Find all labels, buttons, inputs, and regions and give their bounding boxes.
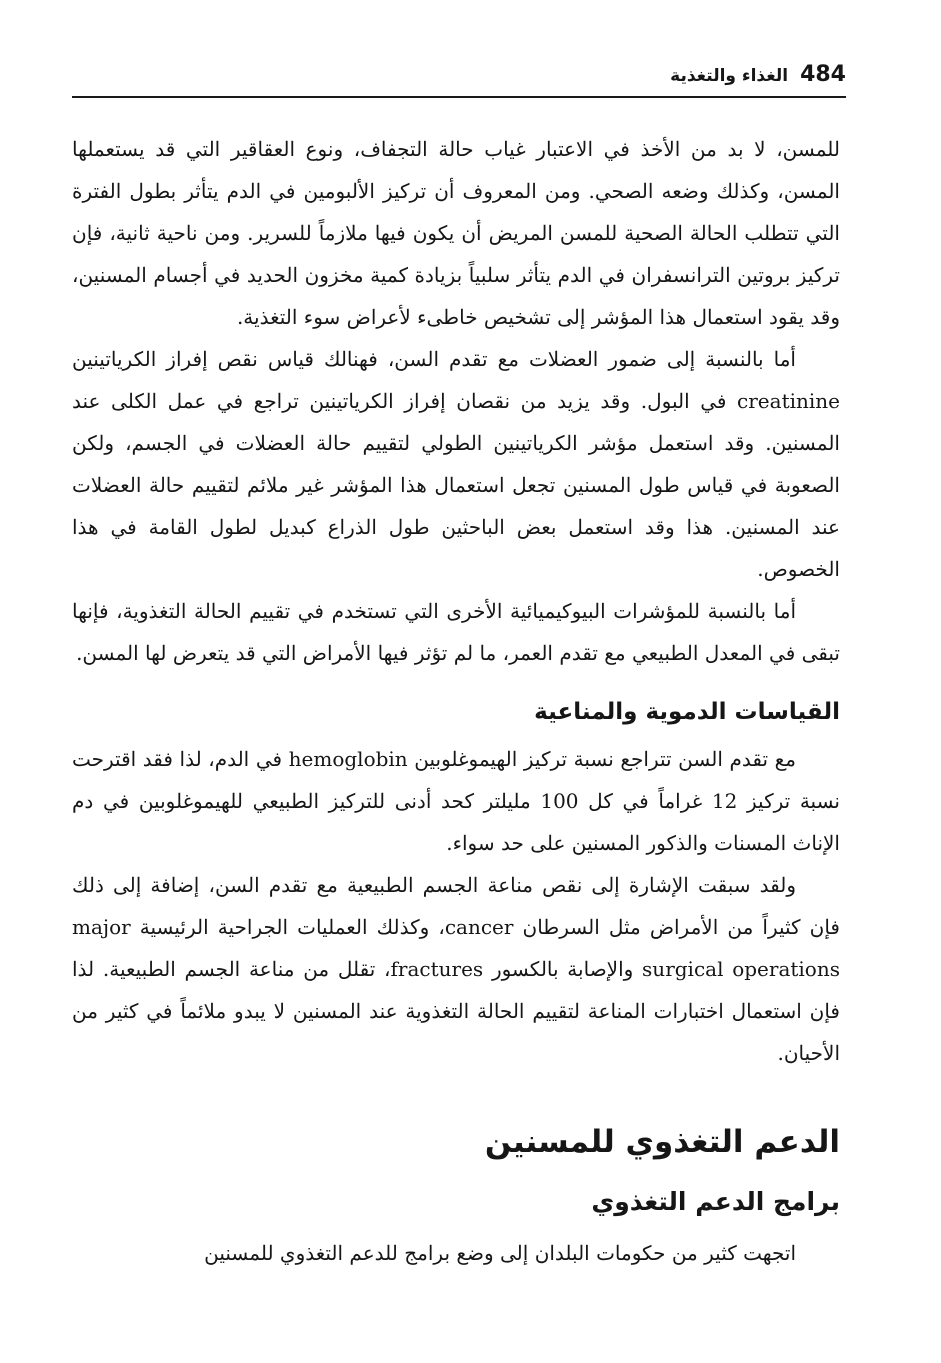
paragraph-immunity: ولقد سبقت الإشارة إلى نقص مناعة الجسم الطبيعية مع تقدم السن، إضافة إلى ذلك فإن كثيراً من الأمراض مثل السرطان cancer، وكذلك العمليات الجراحية الرئيسية major surgical operations والإصابة بالكسور fractures، تقلل من مناعة الجسم الطبيعية. لذا فإن استعمال اختبارات المناعة لتقييم الحالة التغذوية عند المسنين لا يبدو ملائماً في كثير من الأحيان.	[72, 873, 840, 1065]
chapter-title: الدعم التغذوي للمسنين	[484, 1124, 840, 1160]
running-header	[72, 62, 846, 87]
header-rule	[72, 96, 846, 98]
paragraph-support-programs: اتجهت كثير من حكومات البلدان إلى وضع برامج للدعم التغذوي للمسنين	[204, 1241, 796, 1265]
chapter-subtitle: برامج الدعم التغذوي	[591, 1187, 840, 1216]
section-heading-blood-immunity: القياسات الدموية والمناعية	[534, 699, 840, 725]
page-body	[72, 128, 840, 1274]
paragraph-continuation: للمسن، لا بد من الأخذ في الاعتبار غياب حالة التجفاف، ونوع العقاقير التي قد يستعملها المسن، وكذلك وضعه الصحي. ومن المعروف أن تركيز الألبومين في الدم يتأثر بطول الفترة التي تتطلب الحالة الصحية للمسن المريض أن يكون فيها ملازماً للسرير. ومن ناحية ثانية، فإن تركيز بروتين الترانسفران في الدم يتأثر سلبياً بزيادة كمية مخزون الحديد في أجسام المسنين، وقد يقود استعمال هذا المؤشر إلى تشخيص خاطىء لأعراض سوء التغذية.	[72, 137, 840, 329]
running-title: الغذاء والتغذية	[670, 66, 789, 86]
paragraph-biochemical-markers: أما بالنسبة للمؤشرات البيوكيميائية الأخرى التي تستخدم في تقييم الحالة التغذوية، فإنها تبقى في المعدل الطبيعي مع تقدم العمر، ما لم تؤثر فيها الأمراض التي قد يتعرض لها المسن.	[72, 599, 840, 665]
paragraph-hemoglobin: مع تقدم السن تتراجع نسبة تركيز الهيموغلوبين hemoglobin في الدم، لذا فقد اقترحت نسبة تركيز 12 غراماً في كل 100 مليلتر كحد أدنى للتركيز الطبيعي للهيموغلوبين في دم الإناث المسنات والذكور المسنين على حد سواء.	[72, 747, 841, 855]
page-number: 484	[800, 62, 846, 87]
paragraph-muscle-atrophy: أما بالنسبة إلى ضمور العضلات مع تقدم السن، فهنالك قياس نقص إفراز الكرياتينين creatinine في البول. وقد يزيد من نقصان إفراز الكرياتينين تراجع في عمل الكلى عند المسنين. وقد استعمل مؤشر الكرياتينين الطولي لتقييم حالة العضلات في الجسم، ولكن الصعوبة في قياس طول المسنين تجعل استعمال هذا المؤشر غير ملائم لتقييم حالة العضلات عند المسنين. هذا وقد استعمل بعض الباحثين طول الذراع كبديل لطول القامة في هذا الخصوص.	[72, 347, 840, 581]
